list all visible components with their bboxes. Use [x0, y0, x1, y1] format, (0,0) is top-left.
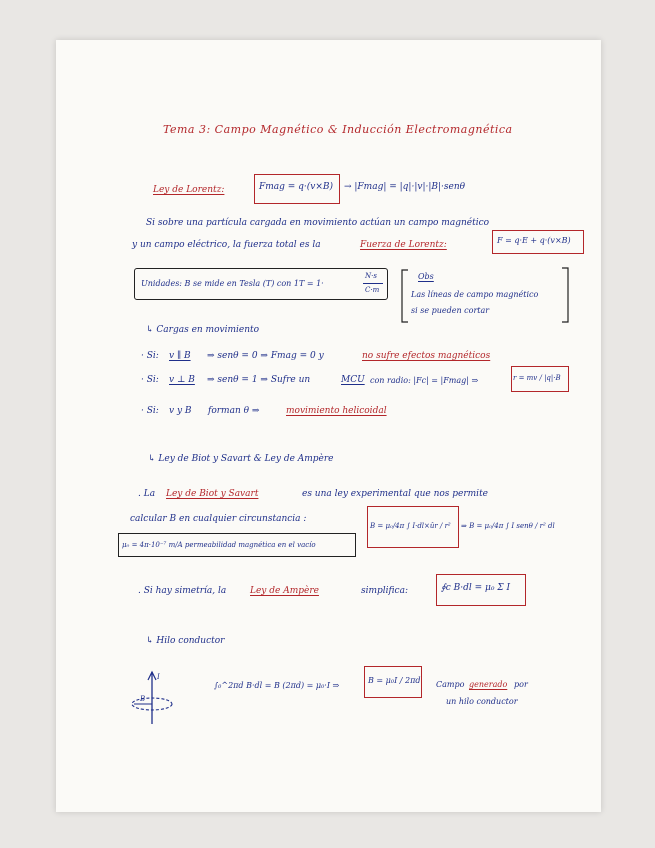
- hand-drawings: [56, 40, 601, 812]
- page-title: Tema 3: Campo Magnético & Inducción Electromagnética: [163, 123, 513, 136]
- cargas-item-2-mid: ⇒ senθ = 1 ⇒ Sufre un: [207, 375, 311, 385]
- unidades-fraction-den: C·m: [365, 286, 380, 294]
- hilo-note-c: por: [514, 680, 528, 689]
- hilo-heading: ↳ Hilo conductor: [146, 636, 225, 646]
- hilo-note-b: generado: [469, 680, 508, 689]
- cargas-heading: ↳ Cargas en movimiento: [146, 325, 260, 335]
- notebook-page: [56, 40, 601, 812]
- diagram-field-label: B: [140, 695, 146, 703]
- fuerza-lorentz-label: Fuerza de Lorentz:: [360, 240, 447, 250]
- hilo-note-a: Campo: [436, 680, 465, 689]
- biot-line1-c: es una ley experimental que nos permite: [302, 489, 489, 499]
- cargas-item-2-result: MCU: [341, 375, 365, 385]
- cargas-item-2-prefix: · Si:: [141, 375, 159, 385]
- cargas-item-1-prefix: · Si:: [141, 351, 159, 361]
- biot-formula: B = μ₀/4π ∫ I·dl×ûr / r²: [370, 522, 451, 530]
- lorentz-modulus: → |Fmag| = |q|·|v|·|B|·senθ: [344, 182, 466, 192]
- unidades-fraction-num: N·s: [365, 272, 377, 280]
- cargas-item-2-tail: con radio: |Fc| = |Fmag| ⇒: [370, 376, 479, 385]
- fuerza-lorentz-formula: F = q·E + q·(v×B): [497, 236, 571, 245]
- cargas-item-3-mid: forman θ ⇒: [208, 406, 260, 416]
- cargas-item-3-prefix: · Si:: [141, 406, 159, 416]
- obs-bracket-left: [402, 270, 408, 322]
- para1-line2: y un campo eléctrico, la fuerza total es la: [132, 240, 321, 250]
- radius-formula: r = mv / |q|·B: [513, 374, 561, 382]
- obs-line2: si se pueden cortar: [411, 306, 490, 315]
- ampere-text-c: simplifica:: [361, 586, 408, 596]
- lorentz-label: Ley de Lorentz:: [153, 185, 225, 195]
- ampere-name: Ley de Ampère: [250, 586, 319, 596]
- ampere-formula: ∮c B·dl = μ₀ Σ I: [441, 583, 511, 593]
- hilo-integral: ∫₀^2πd B·dl = B (2πd) = μ₀·I ⇒: [214, 681, 340, 690]
- obs-bracket-right: [562, 268, 568, 322]
- obs-line1: Las líneas de campo magnético: [411, 290, 539, 299]
- hilo-formula: B = μ₀I / 2πd: [368, 676, 421, 685]
- cargas-item-2-cond: v ⊥ B: [169, 375, 195, 385]
- mu-text: μ₀ = 4π·10⁻⁷ m/A permeabilidad magnética en el vacío: [122, 541, 316, 549]
- biot-line1-a: . La: [138, 489, 156, 499]
- biot-heading: ↳ Ley de Biot y Savart & Ley de Ampère: [148, 454, 334, 464]
- cargas-item-1-result: no sufre efectos magnéticos: [362, 351, 491, 361]
- hilo-note-line2: un hilo conductor: [446, 697, 518, 706]
- unidades-text: Unidades: B se mide en Tesla (T) con 1T = 1·: [141, 279, 324, 288]
- obs-heading: Obs: [418, 272, 434, 281]
- cargas-item-3-cond: v y B: [169, 406, 192, 416]
- cargas-item-1-mid: ⇒ senθ = 0 ⇒ Fmag = 0 y: [207, 351, 324, 361]
- biot-line2: calcular B en cualquier circunstancia :: [130, 514, 307, 524]
- para1-line1: Si sobre una partícula cargada en movimiento actúan un campo magnético: [146, 218, 490, 228]
- biot-name: Ley de Biot y Savart: [166, 489, 259, 499]
- cargas-item-3-result: movimiento helicoidal: [286, 406, 387, 416]
- diagram-current-label: I: [157, 673, 160, 681]
- ampere-text-a: . Si hay simetría, la: [138, 586, 227, 596]
- cargas-item-1-cond: v ∥ B: [169, 351, 191, 361]
- biot-formula-modulus: ⇒ B = μ₀/4π ∫ I senθ / r² dl: [461, 522, 555, 530]
- lorentz-formula: Fmag = q·(v×B): [259, 182, 334, 192]
